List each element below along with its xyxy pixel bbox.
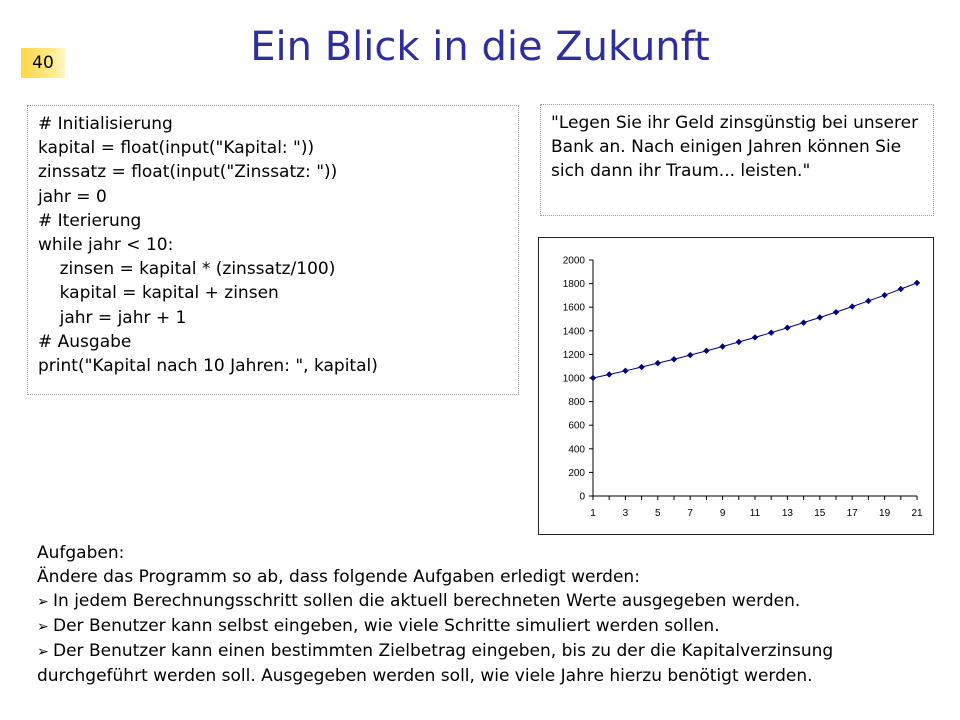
data-point [898, 286, 904, 292]
data-point [590, 375, 596, 381]
y-tick-label: 1200 [562, 349, 585, 361]
arrow-bullet-icon: ➢ [37, 644, 49, 660]
code-line: # Ausgabe [38, 331, 132, 352]
task-item [37, 614, 937, 639]
slide-title: Ein Blick in die Zukunft [250, 24, 710, 70]
x-tick-label: 3 [622, 508, 629, 519]
task-item [37, 589, 937, 614]
x-tick-label: 5 [655, 508, 661, 519]
arrow-bullet-icon: ➢ [37, 619, 49, 635]
x-tick-label: 17 [846, 508, 858, 519]
arrow-bullet-icon: ➢ [37, 594, 49, 610]
code-line: # Initialisierung [38, 114, 173, 134]
data-point [736, 339, 742, 345]
data-point [719, 343, 725, 349]
tasks-heading: Aufgaben: [37, 543, 125, 563]
quote-text: "Legen Sie ihr Geld zinsgünstig bei unserer Bank an. Nach einigen Jahren können Sie sich dann ihr Traum... leisten." [551, 113, 919, 181]
code-line: while jahr < 10: [38, 235, 174, 256]
chart [538, 237, 934, 535]
quote-box [540, 104, 934, 216]
data-point [849, 303, 855, 309]
y-tick-label: 1600 [562, 302, 585, 314]
y-tick-label: 1400 [562, 326, 585, 338]
task-text: In jedem Berechnungsschritt sollen die aktuell berechneten Werte ausgegeben werden. [53, 591, 801, 611]
task-list [37, 589, 937, 688]
code-line: # Iterierung [38, 210, 142, 231]
data-point [784, 325, 790, 331]
data-point [687, 352, 693, 358]
x-tick-label: 13 [781, 508, 793, 519]
task-text: Der Benutzer kann einen bestimmten Zielbetrag eingeben, bis zu der die Kapitalverzinsung durchgeführt werden soll. Ausgegeben werden soll, wie viele Jahre hierzu benötigt werden. [37, 641, 834, 686]
y-tick-label: 0 [579, 491, 585, 503]
x-tick-label: 15 [814, 508, 826, 519]
series-line [593, 283, 917, 378]
y-tick-label: 1800 [562, 279, 585, 291]
y-tick-label: 400 [568, 444, 585, 456]
data-point [800, 319, 806, 325]
x-tick-label: 1 [590, 508, 596, 519]
data-point [606, 371, 612, 377]
code-line: jahr = 0 [38, 186, 107, 207]
y-tick-label: 2000 [562, 255, 585, 267]
tasks-intro: Ändere das Programm so ab, dass folgende Aufgaben erledigt werden: [37, 567, 640, 587]
y-tick-label: 600 [568, 420, 585, 432]
y-tick-label: 1000 [562, 373, 585, 385]
code-line: kapital = float(input("Kapital: ")) [38, 138, 315, 159]
chart-svg [539, 238, 933, 534]
data-point [881, 292, 887, 298]
tasks-section [37, 541, 937, 688]
y-tick-label: 800 [568, 397, 585, 409]
code-block [27, 105, 519, 395]
code-line: zinsen = kapital * (zinssatz/100) [38, 259, 336, 280]
data-point [671, 356, 677, 362]
data-point [914, 280, 920, 286]
x-tick-label: 11 [749, 508, 761, 519]
x-tick-label: 7 [687, 508, 693, 519]
code-line: kapital = kapital + zinsen [38, 283, 279, 304]
x-tick-label: 19 [879, 508, 891, 519]
y-tick-label: 200 [568, 467, 585, 479]
data-point [622, 368, 628, 374]
x-tick-label: 21 [911, 508, 923, 519]
data-point [638, 364, 644, 370]
data-point [865, 298, 871, 304]
task-text: Der Benutzer kann selbst eingeben, wie viele Schritte simuliert werden sollen. [53, 616, 720, 636]
data-point [833, 309, 839, 315]
data-point [768, 329, 774, 335]
task-item [37, 639, 937, 688]
data-point [817, 314, 823, 320]
code-line: print("Kapital nach 10 Jahren: ", kapital) [38, 356, 378, 377]
code-line: zinssatz = float(input("Zinssatz: ")) [38, 162, 338, 183]
x-tick-label: 9 [719, 508, 726, 519]
code-line: jahr = jahr + 1 [38, 307, 187, 328]
data-point [655, 360, 661, 366]
data-point [703, 348, 709, 354]
data-point [752, 334, 758, 340]
slide-number: 40 [21, 48, 65, 78]
